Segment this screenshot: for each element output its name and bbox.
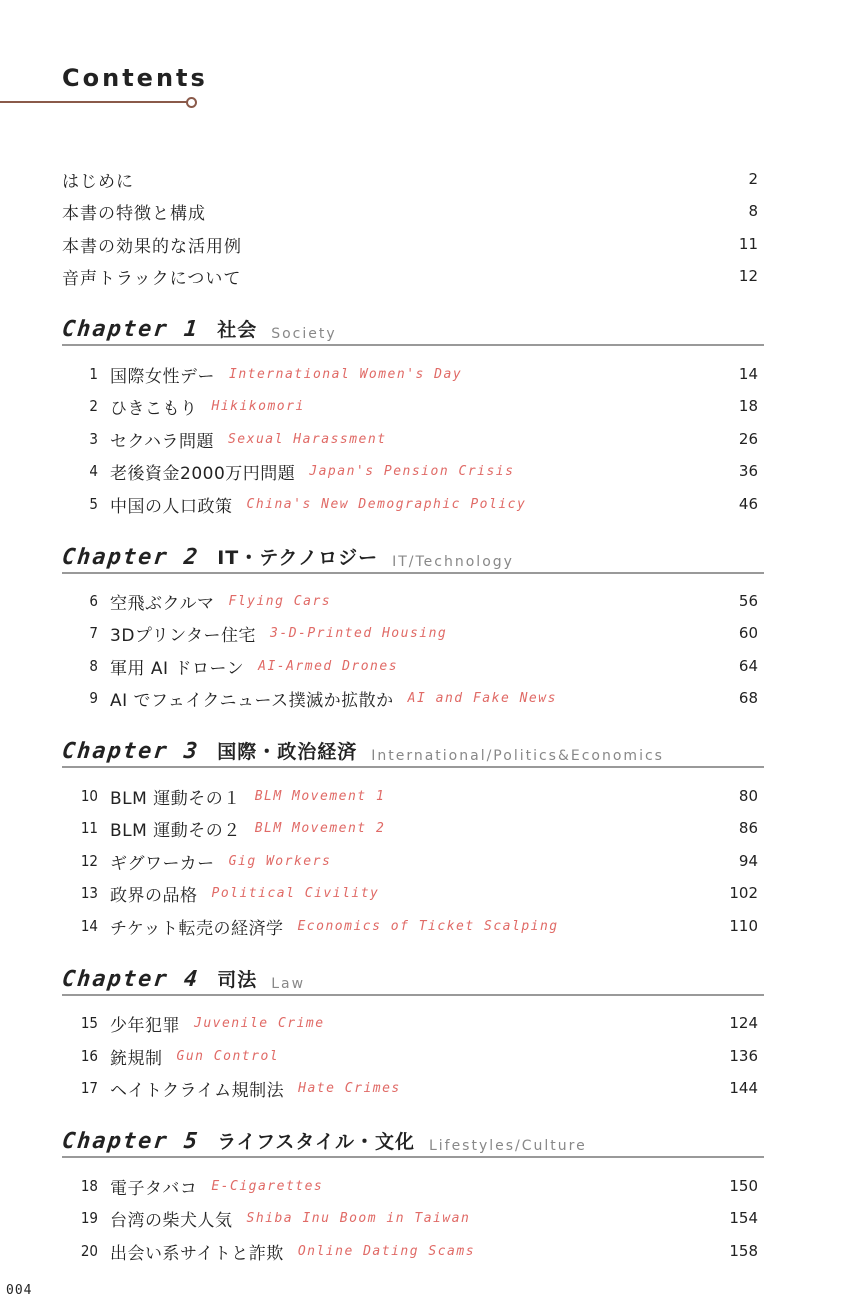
toc-item-row[interactable]: [62, 682, 758, 714]
chapter-2-header[interactable]: [62, 534, 764, 574]
item-title-en: 3-D-Printed Housing: [270, 625, 448, 641]
item-title-en: Gun Control: [176, 1048, 280, 1064]
item-title-jp: ひきこもり: [110, 398, 198, 419]
item-title-jp: BLM 運動その２: [110, 820, 241, 841]
item-title-jp: 少年犯罪: [110, 1015, 180, 1036]
chapter-label: Chapter 3: [60, 739, 201, 764]
item-title-jp: 出会い系サイトと詐欺: [110, 1243, 284, 1264]
page-number: 94: [738, 852, 758, 870]
item-number: 20: [80, 1242, 98, 1260]
page-number: 150: [729, 1177, 758, 1195]
item-number: 19: [80, 1209, 98, 1227]
toc-intro-title: はじめに: [62, 171, 134, 192]
item-title-jp: ヘイトクライム規制法: [110, 1080, 285, 1101]
item-number: 13: [80, 884, 98, 902]
toc-intro-title: 本書の効果的な活用例: [62, 236, 242, 257]
toc-item-row[interactable]: [62, 423, 758, 455]
toc-item-row[interactable]: [62, 780, 758, 812]
toc-item-row[interactable]: [62, 812, 758, 844]
item-title-en: China's New Demographic Policy: [246, 496, 527, 512]
toc-intro-row[interactable]: [62, 195, 758, 227]
page-number: 124: [729, 1014, 758, 1032]
chapter-label: Chapter 5: [60, 1129, 201, 1154]
item-number: 14: [80, 917, 98, 935]
item-title-en: BLM Movement 1: [254, 788, 386, 804]
page-number: 12: [738, 267, 758, 285]
page-number: 2: [748, 170, 758, 188]
item-number: 11: [80, 819, 98, 837]
title-underline-dot: [186, 97, 197, 108]
page-number: 68: [738, 689, 758, 707]
chapter-title-jp: 司法: [217, 969, 258, 991]
item-number: 8: [89, 657, 98, 675]
title-underline: [0, 101, 188, 103]
toc-item-row[interactable]: [62, 455, 758, 487]
item-title-jp: 軍用 AI ドローン: [110, 658, 245, 679]
page-number: 158: [729, 1242, 758, 1260]
chapter-title-en: Lifestyles/Culture: [428, 1138, 587, 1154]
item-title-en: Juvenile Crime: [194, 1015, 325, 1031]
page-number: 80: [738, 787, 758, 805]
toc-item-row[interactable]: [62, 488, 758, 520]
item-number: 15: [80, 1014, 98, 1032]
chapter-1-header[interactable]: [62, 306, 764, 346]
toc-intro-row[interactable]: [62, 228, 758, 260]
toc-item-row[interactable]: [62, 358, 758, 390]
chapter-title-jp: 社会: [217, 319, 258, 341]
toc-item-row[interactable]: [62, 1007, 758, 1039]
item-number: 17: [80, 1079, 98, 1097]
item-number: 4: [89, 462, 98, 480]
item-title-jp: セクハラ問題: [110, 431, 214, 452]
item-title-en: Hikikomori: [211, 398, 305, 414]
toc-item-row[interactable]: [62, 1235, 758, 1267]
page-folio: 004: [6, 1283, 33, 1298]
item-title-en: Flying Cars: [228, 593, 332, 609]
item-title-jp: 老後資金2000万円問題: [110, 463, 296, 484]
toc-intro-row[interactable]: [62, 260, 758, 292]
page-number: 56: [738, 592, 758, 610]
item-title-en: Sexual Harassment: [227, 431, 387, 447]
chapter-title-jp: IT・テクノロジー: [217, 547, 379, 569]
chapter-4-header[interactable]: [62, 956, 764, 996]
page-number: 36: [738, 462, 758, 480]
page-title: Contents: [62, 64, 208, 92]
page-number: 60: [738, 624, 758, 642]
toc-item-row[interactable]: [62, 1072, 758, 1104]
page-number: 8: [748, 202, 758, 220]
page-number: 86: [738, 819, 758, 837]
item-title-jp: 3Dプリンター住宅: [110, 625, 257, 646]
page-number: 64: [738, 657, 758, 675]
item-number: 5: [89, 495, 98, 513]
toc-item-row[interactable]: [62, 845, 758, 877]
item-title-en: AI and Fake News: [407, 690, 557, 706]
chapter-label: Chapter 4: [60, 967, 201, 992]
item-title-en: Economics of Ticket Scalping: [297, 918, 559, 934]
chapter-title-en: IT/Technology: [392, 554, 514, 570]
item-title-jp: 銃規制: [110, 1048, 163, 1069]
item-number: 18: [80, 1177, 98, 1195]
item-title-jp: 国際女性デー: [110, 366, 215, 387]
page-number: 136: [729, 1047, 758, 1065]
toc-item-row[interactable]: [62, 390, 758, 422]
item-number: 6: [89, 592, 98, 610]
page-number: 144: [729, 1079, 758, 1097]
item-title-jp: チケット転売の経済学: [110, 918, 284, 939]
toc-item-row[interactable]: [62, 585, 758, 617]
item-title-en: BLM Movement 2: [254, 820, 386, 836]
toc-item-row[interactable]: [62, 910, 758, 942]
item-title-en: Shiba Inu Boom in Taiwan: [246, 1210, 471, 1226]
item-number: 16: [80, 1047, 98, 1065]
toc-item-row[interactable]: [62, 1202, 758, 1234]
page-number: 14: [738, 365, 758, 383]
item-number: 7: [89, 624, 98, 642]
page-number: 102: [729, 884, 758, 902]
page-number: 154: [729, 1209, 758, 1227]
toc-item-row[interactable]: [62, 877, 758, 909]
page-number: 26: [738, 430, 758, 448]
item-title-jp: 電子タバコ: [110, 1178, 198, 1199]
item-title-en: Gig Workers: [228, 853, 332, 869]
item-title-en: Japan's Pension Crisis: [309, 463, 515, 479]
chapter-label: Chapter 2: [60, 545, 201, 570]
toc-item-row[interactable]: [62, 650, 758, 682]
item-number: 2: [89, 397, 98, 415]
item-title-en: Online Dating Scams: [297, 1243, 476, 1259]
toc-intro-title: 本書の特徴と構成: [62, 203, 206, 224]
item-number: 10: [80, 787, 98, 805]
chapter-title-en: Society: [271, 326, 337, 342]
toc-intro-row[interactable]: [62, 163, 758, 195]
toc-intro-title: 音声トラックについて: [62, 268, 242, 289]
item-title-jp: 中国の人口政策: [110, 496, 233, 517]
item-title-en: Hate Crimes: [298, 1080, 401, 1096]
item-title-jp: 台湾の柴犬人気: [110, 1210, 233, 1231]
toc-item-row[interactable]: [62, 1040, 758, 1072]
item-title-jp: 政界の品格: [110, 885, 198, 906]
item-title-jp: ギグワーカー: [110, 853, 215, 874]
chapter-label: Chapter 1: [60, 317, 201, 342]
page-number: 46: [738, 495, 758, 513]
item-number: 9: [89, 689, 98, 707]
item-title-jp: 空飛ぶクルマ: [110, 593, 215, 614]
chapter-title-en: Law: [271, 976, 306, 992]
chapter-3-header[interactable]: [62, 728, 764, 768]
item-title-en: Political Civility: [211, 885, 380, 901]
page-number: 11: [738, 235, 758, 253]
item-number: 1: [89, 365, 98, 383]
item-title-en: International Women's Day: [229, 366, 463, 382]
toc-item-row[interactable]: [62, 1170, 758, 1202]
chapter-title-jp: ライフスタイル・文化: [217, 1131, 415, 1153]
chapter-title-jp: 国際・政治経済: [217, 741, 358, 763]
item-number: 3: [89, 430, 98, 448]
item-number: 12: [80, 852, 98, 870]
item-title-en: AI-Armed Drones: [258, 658, 399, 674]
chapter-5-header[interactable]: [62, 1118, 764, 1158]
toc-item-row[interactable]: [62, 617, 758, 649]
item-title-jp: AI でフェイクニュース撲滅か拡散か: [110, 690, 394, 711]
item-title-jp: BLM 運動その１: [110, 788, 241, 809]
page-number: 18: [738, 397, 758, 415]
chapter-title-en: International/Politics&Economics: [371, 748, 664, 764]
page-number: 110: [729, 917, 758, 935]
item-title-en: E-Cigarettes: [211, 1178, 324, 1194]
